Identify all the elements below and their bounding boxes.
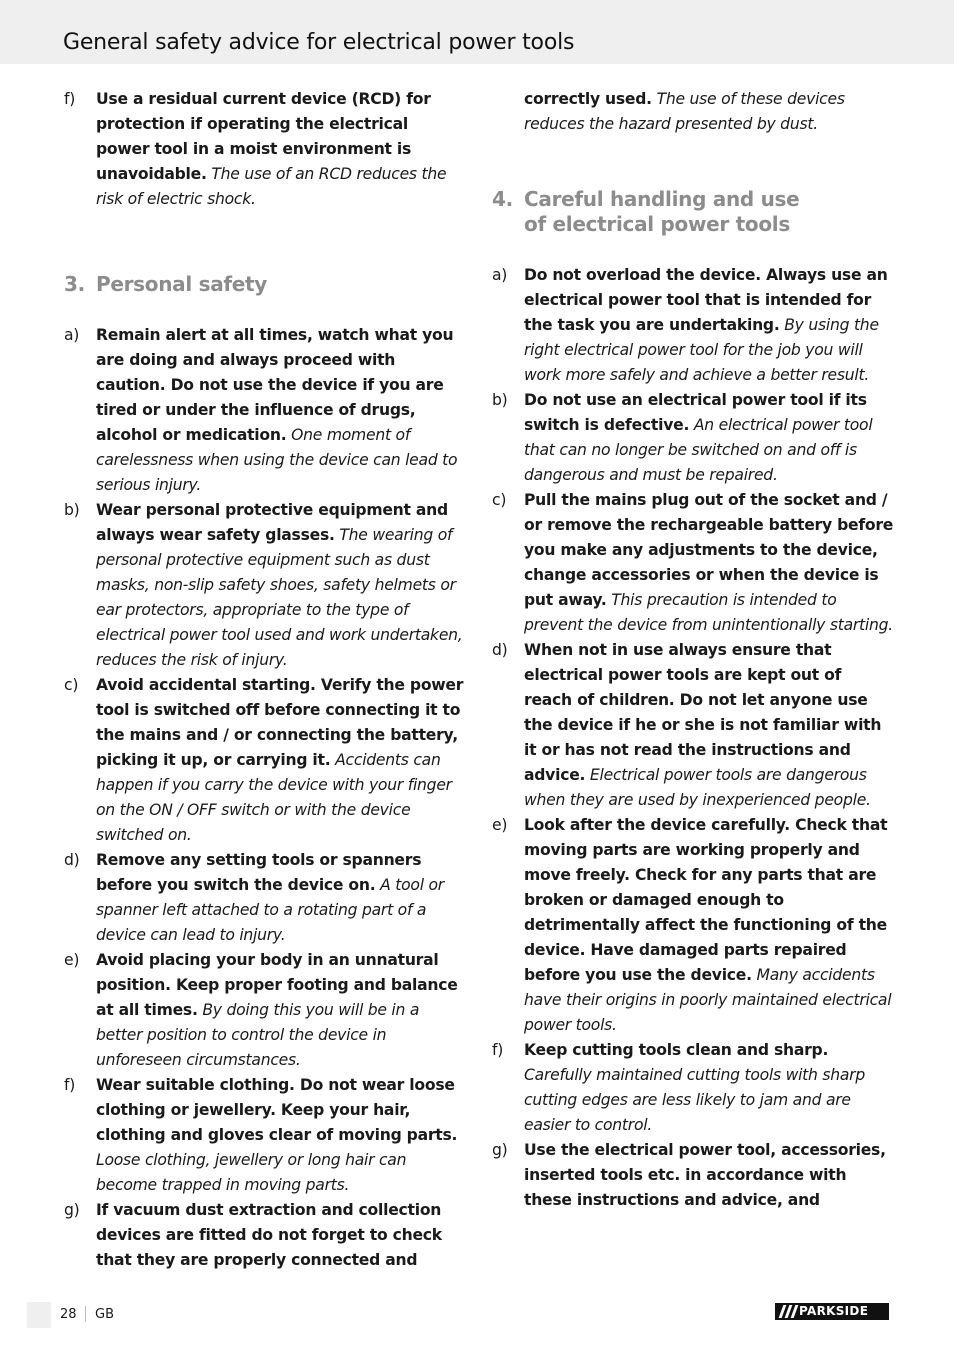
item-bold-text: Use a residual current device (RCD) for protection if operating the electrical power tool in a moist environment is unavoidable.: [96, 90, 431, 183]
list-item: [62, 948, 466, 1073]
list-item: [62, 323, 466, 498]
item-letter: a): [64, 326, 80, 344]
item-description: An electrical power tool that can no longer be switched on and off is dangerous and must be repaired.: [524, 416, 873, 484]
list-item: [62, 87, 466, 212]
item-description: Accidents can happen if you carry the device with your finger on the ON / OFF switch or with the device switched on.: [96, 751, 452, 844]
item-letter: a): [492, 266, 508, 284]
item-letter: g): [64, 1201, 80, 1219]
item-bold-text: Avoid placing your body in an unnatural position. Keep proper footing and balance at all times.: [96, 951, 458, 1019]
left-column: [62, 87, 466, 1273]
list-item: [62, 498, 466, 673]
item-bold-text: Use the electrical power tool, accessories, inserted tools etc. in accordance with these instructions and advice, and: [524, 1141, 886, 1209]
list-item: [490, 488, 894, 638]
section-title: Personal safety: [96, 272, 268, 296]
section-heading-personal-safety: [62, 272, 466, 297]
item-letter: d): [492, 641, 508, 659]
list-item: [490, 388, 894, 488]
item-letter: g): [492, 1141, 508, 1159]
section-title: Careful handling and use of electrical power tools: [524, 187, 800, 236]
item-letter: e): [64, 951, 80, 969]
list-item-continuation: [490, 87, 894, 137]
list-item: [490, 1138, 894, 1213]
item-letter: c): [64, 676, 79, 694]
footer-divider: [85, 1306, 86, 1322]
item-description: This precaution is intended to prevent the device from unintentionally starting.: [524, 591, 893, 634]
item-description: Many accidents have their origins in poorly maintained electrical power tools.: [524, 966, 892, 1034]
item-letter: b): [492, 391, 508, 409]
item-bold-text: Remain alert at all times, watch what you are doing and always proceed with caution. Do not use the device if you are tired or under the influence of drugs, alcohol or medication.: [96, 326, 454, 444]
page-number: 28: [60, 1307, 77, 1322]
item-bold-text: Do not use an electrical power tool if its switch is defective.: [524, 391, 867, 434]
item-letter: e): [492, 816, 508, 834]
list-item: [62, 1073, 466, 1198]
item-letter: f): [64, 90, 76, 108]
item-description: By using the right electrical power tool for the job you will work more safely and achieve a better result.: [524, 316, 879, 384]
item-bold-text: Avoid accidental starting. Verify the power tool is switched off before connecting it to the mains and / or connecting the battery, picking it up, or carrying it.: [96, 676, 464, 769]
item-bold-text: Pull the mains plug out of the socket and / or remove the rechargeable battery before you make any adjustments to the device, change accessories or when the device is put away.: [524, 491, 894, 609]
list-item: [62, 848, 466, 948]
item-bold-text: When not in use always ensure that electrical power tools are kept out of reach of children. Do not let anyone use the device if he or she is not familiar with it or has not read the instructions and advice.: [524, 641, 882, 784]
item-description: A tool or spanner left attached to a rotating part of a device can lead to injury.: [96, 876, 444, 944]
item-letter: c): [492, 491, 507, 509]
item-bold-text: Wear personal protective equipment and always wear safety glasses.: [96, 501, 448, 544]
section-heading-careful-handling: [490, 187, 894, 237]
language-code: GB: [95, 1307, 114, 1322]
section-number: 3.: [64, 272, 85, 296]
item-description: The use of these devices reduces the hazard presented by dust.: [524, 90, 845, 133]
brand-name: PARKSIDE: [799, 1304, 869, 1318]
page-title: General safety advice for electrical power tools: [63, 30, 575, 55]
item-description: By doing this you will be in a better position to control the device in unforeseen circumstances.: [96, 1001, 420, 1069]
logo-stripes-icon: [775, 1303, 799, 1320]
item-description: Carefully maintained cutting tools with sharp cutting edges are less likely to jam and are easier to control.: [524, 1066, 865, 1134]
parkside-logo: [775, 1303, 889, 1320]
item-bold-text: Wear suitable clothing. Do not wear loose clothing or jewellery. Keep your hair, clothing and gloves clear of moving parts.: [96, 1076, 458, 1144]
right-column: [490, 87, 894, 1213]
page-header: [0, 0, 954, 64]
item-bold-text: Look after the device carefully. Check that moving parts are working properly and move freely. Check for any parts that are broken or damaged enough to detrimentally affect the functioning of the device. Have damaged parts repaired before you use the device.: [524, 816, 888, 984]
item-description: Electrical power tools are dangerous when they are used by inexperienced people.: [524, 766, 871, 809]
list-item: [490, 1038, 894, 1138]
item-letter: f): [492, 1041, 504, 1059]
item-bold-text: Remove any setting tools or spanners before you switch the device on.: [96, 851, 422, 894]
item-letter: f): [64, 1076, 76, 1094]
list-item: [490, 638, 894, 813]
item-bold-text: Keep cutting tools clean and sharp.: [524, 1041, 829, 1059]
item-bold-text: If vacuum dust extraction and collection devices are fitted do not forget to check that they are properly connected and: [96, 1201, 442, 1269]
list-item: [62, 1198, 466, 1273]
item-description: The wearing of personal protective equipment such as dust masks, non-slip safety shoes, safety helmets or ear protectors, appropriate to the type of electrical power tool used and work undertaken, reduces the risk of injury.: [96, 526, 463, 669]
list-item: [490, 263, 894, 388]
item-description: One moment of carelessness when using the device can lead to serious injury.: [96, 426, 458, 494]
item-letter: b): [64, 501, 80, 519]
item-bold-text: correctly used.: [524, 90, 652, 108]
item-description: The use of an RCD reduces the risk of electric shock.: [96, 165, 447, 208]
footer-page-box: [27, 1302, 51, 1328]
item-letter: d): [64, 851, 80, 869]
item-description: Loose clothing, jewellery or long hair can become trapped in moving parts.: [96, 1151, 407, 1194]
list-item: [62, 673, 466, 848]
section-number: 4.: [492, 187, 513, 211]
item-bold-text: Do not overload the device. Always use an electrical power tool that is intended for the task you are undertaking.: [524, 266, 888, 334]
list-item: [490, 813, 894, 1038]
